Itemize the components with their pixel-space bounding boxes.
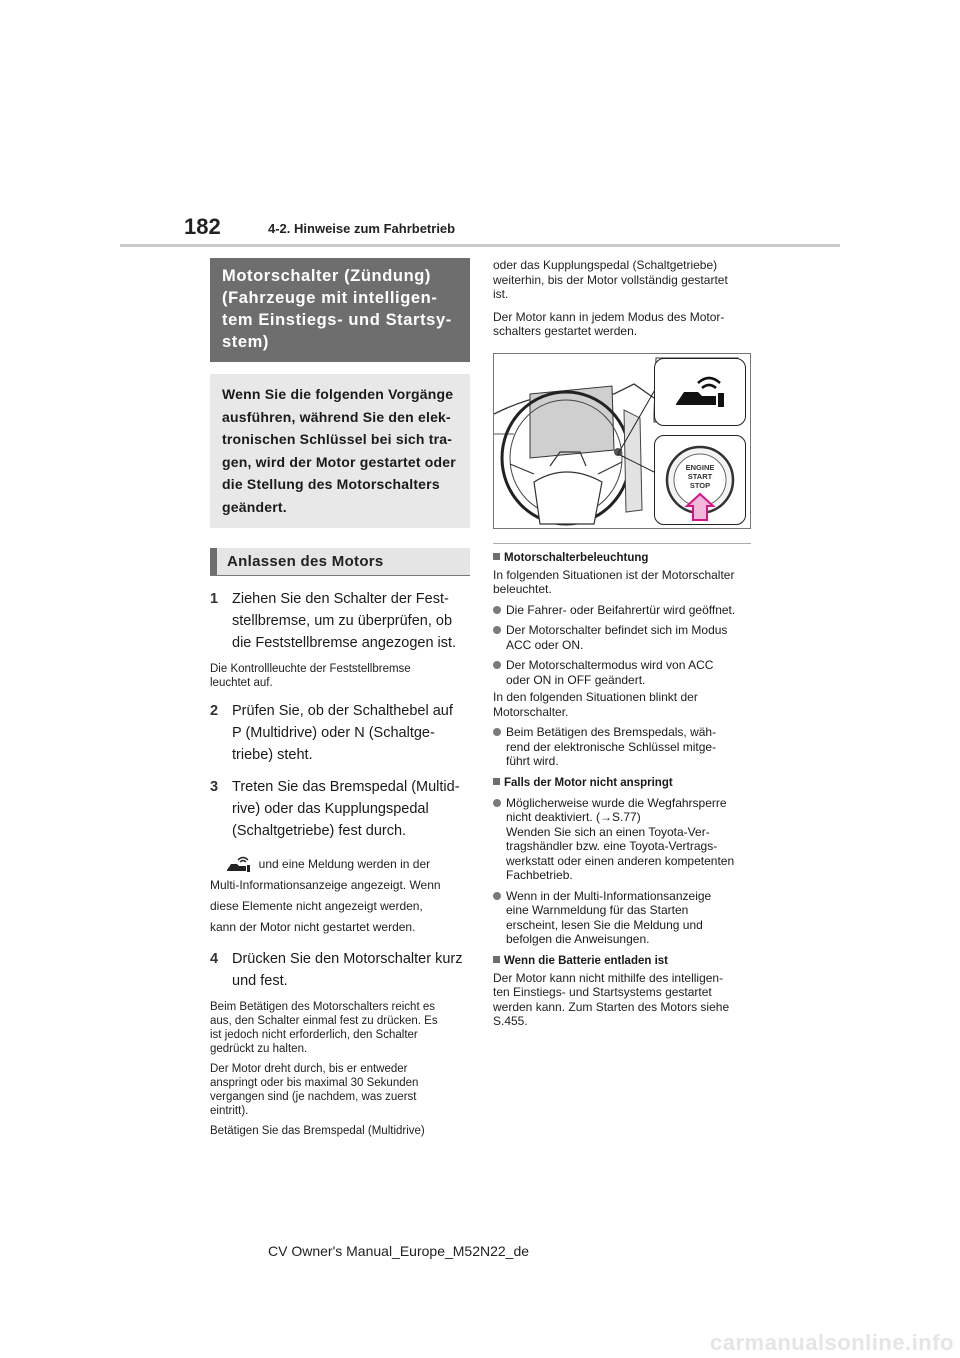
bullet-line: oder ON in OFF geändert.: [506, 672, 646, 687]
heading-battery: [493, 954, 751, 968]
para-line: beleuchtet.: [493, 582, 552, 596]
step-3-note: [210, 854, 470, 938]
note-line: Multi-Informationsanzeige angezeigt. Wenn: [210, 878, 441, 892]
bullet-item: [493, 623, 751, 652]
bullet-line: erscheint, lesen Sie die Meldung und: [506, 917, 703, 932]
note-line: gedrückt zu halten.: [210, 1043, 308, 1055]
bullet-line: rend der elektronische Schlüssel mitge-: [506, 739, 717, 754]
mode-paragraph: [493, 310, 751, 339]
note-line: Der Motor dreht durch, bis er entweder: [210, 1063, 408, 1075]
step-line: Prüfen Sie, ob der Schalthebel auf: [232, 703, 453, 719]
bullet-line: Der Motorschalter befindet sich im Modus: [506, 623, 728, 637]
bullet-line: Wenden Sie sich an einen Toyota-Ver-: [506, 824, 710, 839]
heading-text: Motorschalterbeleuchtung: [504, 551, 649, 564]
bullet-dot-icon: [493, 728, 501, 736]
para-line: In folgenden Situationen ist der Motorschalter: [493, 567, 735, 582]
left-column: [210, 258, 470, 1138]
step-number: 2: [210, 703, 219, 719]
para-line: In den folgenden Situationen blinkt der: [493, 690, 698, 704]
bullet-dot-icon: [493, 606, 501, 614]
bullet-item: [493, 889, 751, 947]
note-line: aus, den Schalter einmal fest zu drücken. Es: [210, 1015, 438, 1027]
step-1-note: [210, 662, 470, 690]
para-line: Motorschalter.: [493, 704, 569, 719]
para-line: Der Motor kann in jedem Modus des Motor-: [493, 309, 725, 324]
note-line: [210, 854, 470, 875]
bullet-line: werkstatt oder einen anderen kompetenten: [506, 853, 735, 868]
para-line: Der Motor kann nicht mithilfe des intelligen-: [493, 970, 724, 985]
title-line: Motorschalter (Zündung): [222, 267, 432, 285]
bullet-item: [493, 603, 751, 618]
square-bullet-icon: [493, 956, 500, 963]
para-line: werden kann. Zum Starten des Motors siehe: [493, 999, 730, 1014]
watermark: carmanualsonline.info: [710, 1330, 954, 1355]
para-line: ten Einstiegs- und Startsystems gestartet: [493, 985, 712, 999]
battery-body: [493, 971, 751, 1029]
button-label-line: STOP: [689, 480, 711, 490]
header-page-number: 182: [184, 214, 221, 239]
note-line: anspringt oder bis maximal 30 Sekunden: [210, 1077, 419, 1089]
header-section-title: 4-2. Hinweise zum Fahrbetrieb: [268, 221, 456, 236]
step-2: [210, 700, 470, 766]
note-line: ist jedoch nicht erforderlich, den Schalter: [210, 1029, 418, 1041]
note-line: Die Kontrollleuchte der Feststellbremse: [210, 663, 411, 675]
blink-intro: [493, 690, 751, 719]
bullet-line: Wenn in der Multi-Informationsanzeige: [506, 888, 712, 903]
bullet-item: [493, 796, 751, 883]
bullet-line: Die Fahrer- oder Beifahrertür wird geöffnet.: [506, 602, 736, 617]
step-line: P (Multidrive) oder N (Schaltge-: [232, 725, 435, 741]
step-number: 1: [210, 591, 219, 607]
title-line: stem): [222, 333, 270, 351]
key-indicator-icon: [672, 374, 728, 410]
note-line: eintritt).: [210, 1105, 249, 1117]
intro-line: tronischen Schlüssel bei sich tra-: [222, 431, 453, 447]
step-line: Drücken Sie den Motorschalter kurz: [232, 951, 463, 967]
heading-not-starting: [493, 776, 751, 790]
step-line: Ziehen Sie den Schalter der Fest-: [232, 591, 449, 607]
step-4-note-c: Betätigen Sie das Bremspedal (Multidrive): [210, 1125, 425, 1137]
bullet-line: eine Warnmeldung für das Starten: [506, 903, 689, 917]
heading-text: Wenn die Batterie entladen ist: [504, 954, 669, 967]
bullet-line: tragshändler bzw. eine Toyota-Vertrags-: [506, 839, 718, 853]
step-line: die Feststellbremse angezogen ist.: [232, 635, 457, 651]
bullet-line: führt wird.: [506, 754, 559, 768]
key-indicator-icon: [224, 856, 252, 874]
step-line: rive) oder das Kupplungspedal: [232, 801, 429, 817]
step-line: Treten Sie das Bremspedal (Multid-: [232, 779, 460, 795]
bullet-line: nicht deaktiviert. (→S.77): [506, 810, 641, 824]
bullet-line: ACC oder ON.: [506, 637, 584, 652]
section-title-box: [210, 258, 470, 362]
button-label-line: ENGINE: [685, 462, 715, 472]
bullet-dot-icon: [493, 626, 501, 634]
bullet-dot-icon: [493, 799, 501, 807]
dashboard-illustration: [493, 353, 751, 529]
note-line-text: und eine Meldung werden in der: [258, 857, 431, 871]
square-bullet-icon: [493, 778, 500, 785]
figure-rule: [493, 543, 751, 544]
bullet-line: Möglicherweise wurde die Wegfahrsperre: [506, 795, 727, 810]
step-text: [232, 948, 463, 992]
bullet-item: [493, 725, 751, 769]
intro-line: ausführen, während Sie den elek-: [222, 408, 451, 425]
heading-illumination: [493, 551, 751, 565]
para-line: weiterhin, bis der Motor vollständig gestartet: [493, 272, 728, 287]
start-button-inset: [654, 435, 746, 525]
bullet-line: befolgen die Anweisungen.: [506, 932, 650, 946]
intro-line: die Stellung des Motorschalters: [222, 476, 440, 492]
note-line: kann der Motor nicht gestartet werden.: [210, 920, 416, 934]
square-bullet-icon: [493, 553, 500, 560]
intro-line: gen, wird der Motor gestartet oder: [222, 453, 456, 470]
step-1: [210, 588, 470, 654]
bullet-line: Der Motorschaltermodus wird von ACC: [506, 658, 714, 672]
para-line: oder das Kupplungspedal (Schaltgetriebe): [493, 258, 718, 272]
button-label-line: START: [687, 471, 713, 481]
bullet-line: Beim Betätigen des Bremspedals, wäh-: [506, 725, 717, 739]
note-line: leuchtet auf.: [210, 677, 273, 689]
illumination-intro: [493, 568, 751, 597]
para-line: ist.: [493, 287, 509, 301]
intro-box: [210, 374, 470, 528]
para-line: S.455.: [493, 1014, 528, 1028]
step-line: und fest.: [232, 973, 288, 989]
title-line: (Fahrzeuge mit intelligen-: [222, 289, 438, 307]
step-number: 4: [210, 951, 219, 967]
bullet-dot-icon: [493, 661, 501, 669]
header-rule: [120, 244, 840, 247]
footer-manual-id: CV Owner's Manual_Europe_M52N22_de: [268, 1243, 530, 1259]
right-column: [493, 258, 751, 1029]
step-3: [210, 776, 470, 842]
button-label: [680, 463, 720, 490]
key-indicator-inset: [654, 358, 746, 426]
subhead-anlassen: Anlassen des Motors: [210, 548, 470, 575]
bullet-item: [493, 658, 751, 687]
step-text: [232, 776, 460, 842]
continued-paragraph: [493, 258, 751, 302]
heading-text: Falls der Motor nicht anspringt: [504, 776, 673, 789]
step-text: [232, 588, 456, 654]
title-line: tem Einstiegs- und Startsy-: [222, 311, 452, 329]
step-4: [210, 948, 470, 992]
step-4-note-a: [210, 1000, 470, 1056]
note-line: Beim Betätigen des Motorschalters reicht es: [210, 1001, 435, 1013]
intro-line: geändert.: [222, 498, 287, 515]
step-line: stellbremse, um zu überprüfen, ob: [232, 613, 453, 629]
step-number: 3: [210, 779, 219, 795]
note-line: vergangen sind (je nachdem, was zuerst: [210, 1091, 417, 1103]
step-4-note-b: [210, 1062, 470, 1118]
bullet-dot-icon: [493, 892, 501, 900]
bullet-line: Fachbetrieb.: [506, 868, 573, 882]
step-text: [232, 700, 453, 766]
para-line: schalters gestartet werden.: [493, 324, 638, 338]
step-line: (Schaltgetriebe) fest durch.: [232, 823, 407, 839]
intro-line: Wenn Sie die folgenden Vorgänge: [222, 386, 454, 402]
step-line: triebe) steht.: [232, 747, 313, 763]
subhead-rule: [210, 575, 470, 576]
note-line: diese Elemente nicht angezeigt werden,: [210, 899, 423, 913]
